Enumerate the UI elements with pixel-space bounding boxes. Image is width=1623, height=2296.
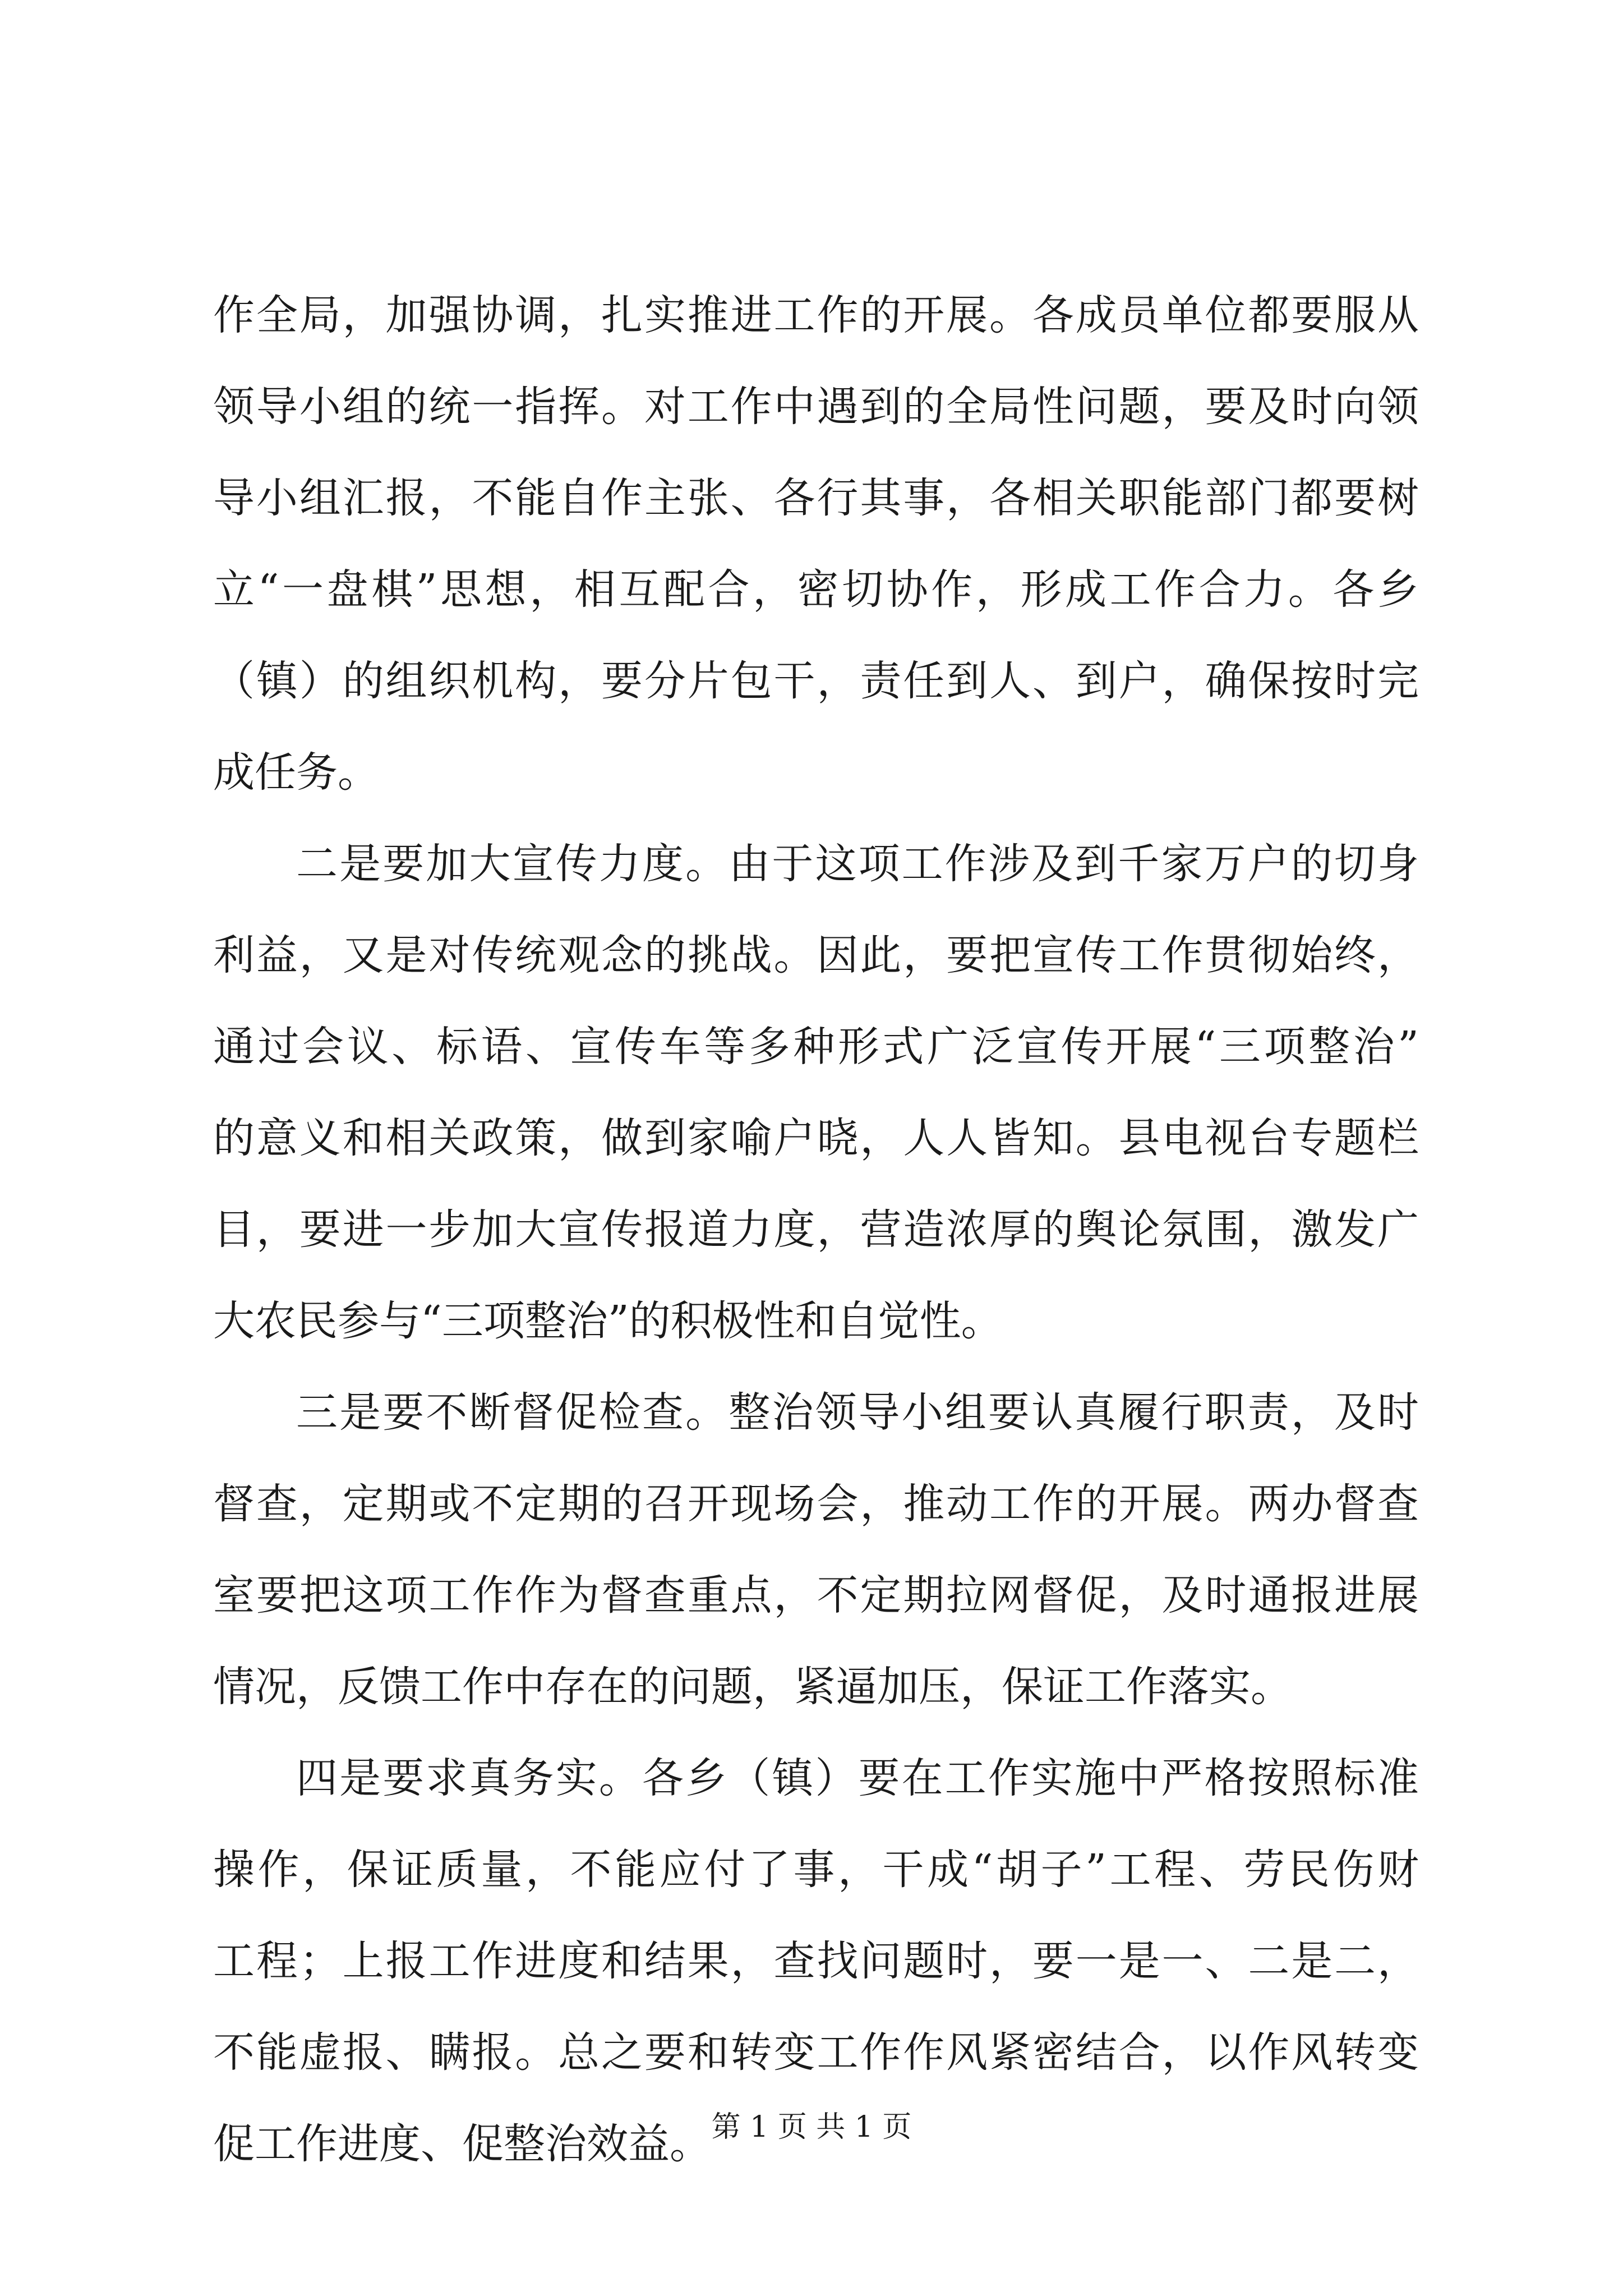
text-line: 作全局，加强协调，扎实推进工作的开展。各成员单位都要服从 (213, 291, 1419, 339)
text-line: 工程；上报工作进度和结果，查找问题时，要一是一、二是二， (213, 1937, 1419, 1985)
text-line: 目，要进一步加大宣传报道力度，营造浓厚的舆论氛围，激发广 (213, 1205, 1419, 1254)
text-line: 促工作进度、促整治效益。 (213, 2120, 711, 2168)
text-line: 操作，保证质量，不能应付了事，干成“胡子”工程、劳民伤财 (213, 1846, 1419, 1894)
text-line: 督查，定期或不定期的召开现场会，推动工作的开展。两办督查 (213, 1480, 1419, 1528)
paragraph (213, 1755, 1419, 2168)
text-line: 导小组汇报，不能自作主张、各行其事，各相关职能部门都要树 (213, 474, 1419, 522)
text-line: 情况，反馈工作中存在的问题，紧逼加压，保证工作落实。 (213, 1663, 1292, 1711)
text-line: 二是要加大宣传力度。由于这项工作涉及到千家万户的切身 (296, 840, 1419, 888)
text-line: 室要把这项工作作为督查重点，不定期拉网督促，及时通报进展 (213, 1571, 1419, 1619)
paragraph (213, 1389, 1419, 1711)
text-line: 不能虚报、瞒报。总之要和转变工作作风紧密结合，以作风转变 (213, 2028, 1419, 2077)
text-line: （镇）的组织机构，要分片包干，责任到人、到户，确保按时完 (213, 657, 1419, 705)
text-line: 利益，又是对传统观念的挑战。因此，要把宣传工作贯彻始终， (213, 931, 1419, 979)
text-line: 立“一盘棋”思想，相互配合，密切协作，形成工作合力。各乡 (213, 565, 1419, 614)
text-line: 大农民参与“三项整治”的积极性和自觉性。 (213, 1297, 1003, 1345)
text-line: 通过会议、标语、宣传车等多种形式广泛宣传开展“三项整治” (213, 1023, 1419, 1071)
text-line: 四是要求真务实。各乡（镇）要在工作实施中严格按照标准 (296, 1754, 1419, 1802)
paragraph (213, 292, 1419, 797)
paragraph (213, 840, 1419, 1345)
text-line: 的意义和相关政策，做到家喻户晓，人人皆知。县电视台专题栏 (213, 1114, 1419, 1162)
text-line: 三是要不断督促检查。整治领导小组要认真履行职责，及时 (296, 1388, 1419, 1437)
text-line: 领导小组的统一指挥。对工作中遇到的全局性问题，要及时向领 (213, 383, 1419, 431)
document-body (213, 292, 1419, 2212)
text-line: 成任务。 (213, 748, 379, 797)
page-footer: 第 1 页 共 1 页 (711, 2110, 912, 2144)
